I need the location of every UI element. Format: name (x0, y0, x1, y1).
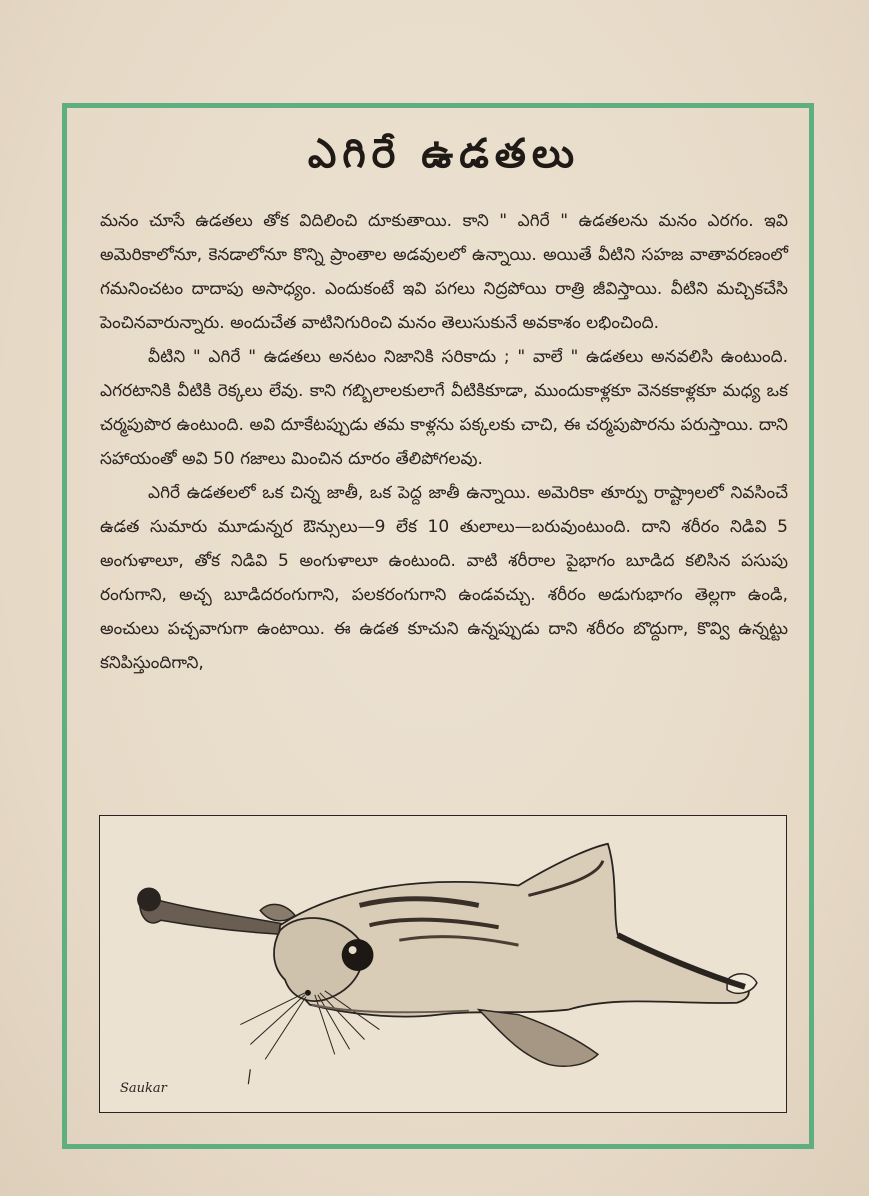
article (100, 130, 788, 680)
squirrel-drawing (100, 816, 786, 1112)
paragraph-2: వీటిని " ఎగిరే " ఉడతలు అనటం నిజానికి సరికాదు ; " వాలే " ఉడతలు అనవలిసి ఉంటుంది. ఎగరటానికి వీటికి రెక్కలు లేవు. కాని గబ్బిలాలకులాగే వీటికికూడా, ముందుకాళ్లకూ వెనకకాళ్లకూ మధ్య ఒక చర్మపుపొర ఉంటుంది. అవి దూకేటప్పుడు తమ కాళ్లను పక్కలకు చాచి, ఈ చర్మపుపొరను పరుస్తాయి. దాని సహాయంతో అవి 50 గజాలు మించిన దూరం తేలిపోగలవు. (100, 347, 788, 469)
paragraph-3: ఎగిరే ఉడతలలో ఒక చిన్న జాతీ, ఒక పెద్ద జాతీ ఉన్నాయి. అమెరికా తూర్పు రాష్ట్రాలలో నివసించే ఉడత సుమారు మూడున్నర ఔన్సులు—9 లేక 10 తులాలు—బరువుంటుంది. దాని శరీరం నిడివి 5 అంగుళాలూ, తోక నిడివి 5 అంగుళాలూ ఉంటుంది. వాటి శరీరాల పైభాగం బూడిద కలిసిన పసుపు రంగుగాని, అచ్చ బూడిదరంగుగాని, పలకరంగుగాని ఉండవచ్చు. శరీరం అడుగుభాగం తెల్లగా ఉండి, అంచులు పచ్చవాగుగా ఉంటాయి. ఈ ఉడత కూచుని ఉన్నప్పుడు దాని శరీరం బొద్దుగా, కొవ్వి ఉన్నట్టు కనిపిస్తుందిగాని, (100, 483, 788, 673)
article-title: ఎగిరే ఉడతలు (307, 131, 581, 177)
artist-signature: Saukar (120, 1081, 167, 1096)
flying-squirrel-illustration (99, 815, 787, 1113)
paragraph-1: మనం చూసే ఉడతలు తోక విదిలించి దూకుతాయి. కాని " ఎగిరే " ఉడతలను మనం ఎరగం. ఇవి అమెరికాలోనూ, కెనడాలోనూ కొన్ని ప్రాంతాల అడవులలో ఉన్నాయి. అయితే వీటిని సహజ వాతావరణంలో గమనించటం దాదాపు అసాధ్యం. ఎందుకంటే ఇవి పగలు నిద్రపోయి రాత్రి జీవిస్తాయి. వీటిని మచ్చికచేసి పెంచినవారున్నారు. అందుచేత వాటినిగురించి మనం తెలుసుకునే అవకాశం లభించింది. (100, 211, 788, 333)
